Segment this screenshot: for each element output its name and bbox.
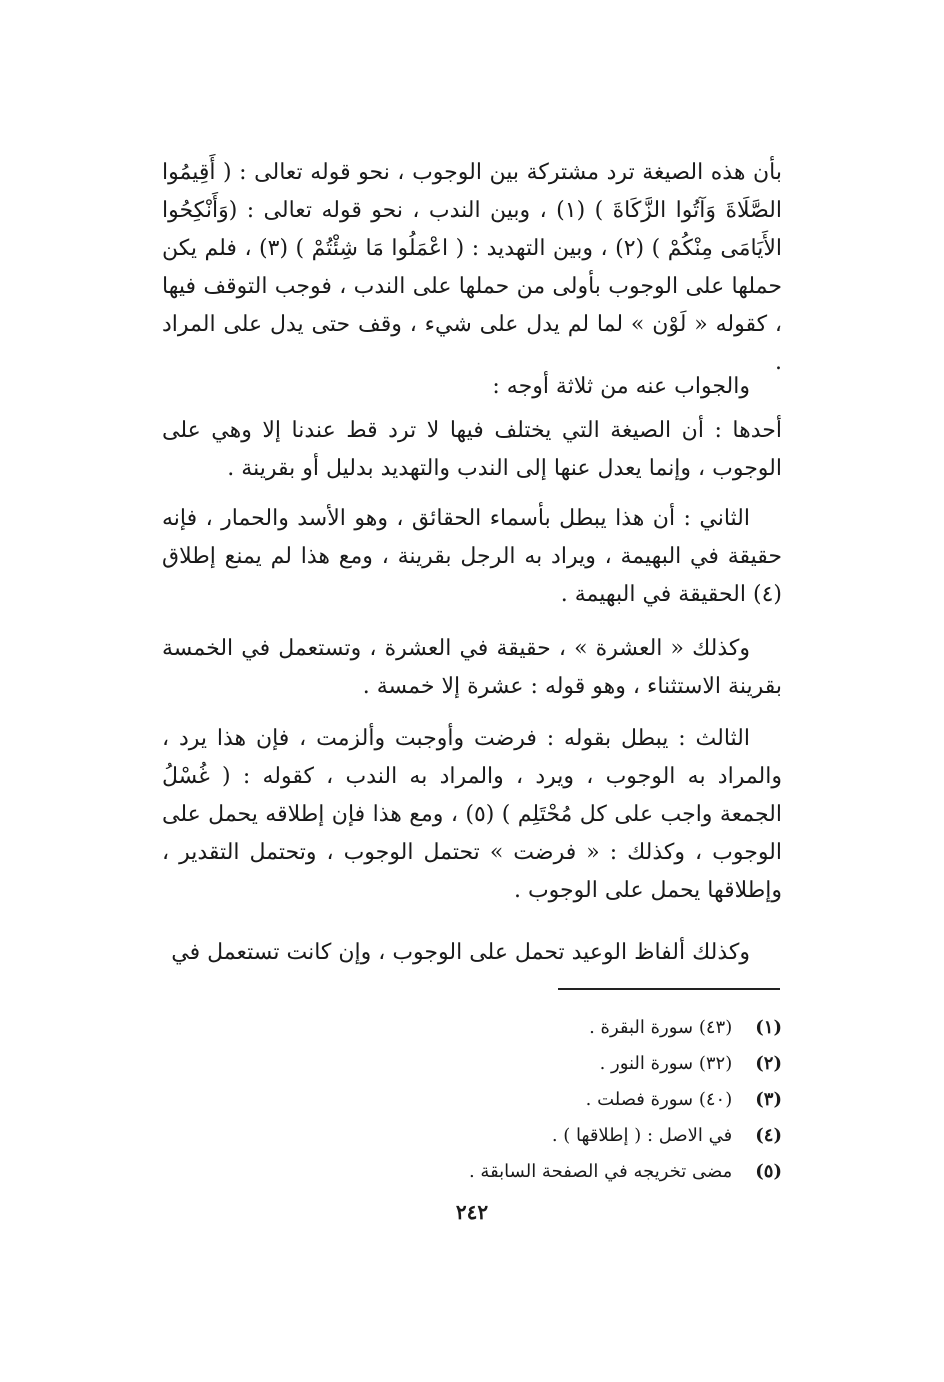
page-number: ٢٤٢ xyxy=(455,1200,489,1224)
footnotes xyxy=(420,1010,782,1190)
paragraph-third-point: الثالث : يبطل بقوله : فرضت وأوجبت وألزمت ، فإن هذا يرد ، والمراد به الوجوب ، ويرد ، والمراد به الندب ، كقوله : ( غُسْلُ الجمعة واجب على كل مُحْتَلِم ) (٥) ، ومع هذا فإن إطلاقه يحمل على الوجوب ، وكذلك : « فرضت » تحتمل الوجوب ، وتحتمل التقدير ، وإطلاقها يحمل على الوجوب . xyxy=(162,726,782,903)
footnote-item xyxy=(420,1154,782,1190)
footnote-item xyxy=(420,1010,782,1046)
footnote-number: (٤) xyxy=(755,1125,782,1146)
paragraph-ten-example: وكذلك « العشرة » ، حقيقة في العشرة ، وتستعمل في الخمسة بقرينة الاستثناء ، وهو قوله : عشرة إلا خمسة . xyxy=(162,636,782,699)
paragraph-answer-intro: والجواب عنه من ثلاثة أوجه : xyxy=(492,374,750,399)
footnote-number: (٥) xyxy=(755,1161,782,1182)
paragraph-opening: بأن هذه الصيغة ترد مشتركة بين الوجوب ، نحو قوله تعالى : ( أَقِيمُوا الصَّلَاةَ وَآتُوا الزَّكَاةَ ) (١) ، وبين الندب ، نحو قوله تعالى : (وَأَنْكِحُوا الأَيَامَى مِنْكُمْ ) (٢) ، وبين التهديد : ( اعْمَلُوا مَا شِئْتُمْ ) (٣) ، فلم يكن حملها على الوجوب بأولى من حملها على الندب ، فوجب التوقف فيها ، كقوله « لَوْن » لما لم يدل على شيء ، وقف حتى يدل على المراد . xyxy=(162,160,783,375)
footnote-text: مضى تخريجه في الصفحة السابقة . xyxy=(468,1161,733,1182)
footnote-number: (٣) xyxy=(755,1089,782,1110)
footnote-number: (٢) xyxy=(755,1053,782,1074)
paragraph-first-point: أحدها : أن الصيغة التي يختلف فيها لا ترد قط عندنا إلا وهي على الوجوب ، وإنما يعدل عنها إلى الندب والتهديد بدليل أو بقرينة . xyxy=(162,418,782,481)
paragraph-second-point: الثاني : أن هذا يبطل بأسماء الحقائق ، وهو الأسد والحمار ، فإنه حقيقة في البهيمة ، ويراد به الرجل بقرينة ، ومع هذا لم يمنع إطلاق (٤) الحقيقة في البهيمة . xyxy=(162,506,782,607)
footnote-text: في الاصل : ( إطلاقها ) . xyxy=(551,1125,733,1146)
footnote-number: (١) xyxy=(755,1017,782,1038)
footnote-text: (٤٠) سورة فصلت . xyxy=(585,1089,733,1110)
footnote-separator xyxy=(558,988,780,990)
footnote-text: (٤٣) سورة البقرة . xyxy=(589,1017,733,1038)
paragraph-threat-words: وكذلك ألفاظ الوعيد تحمل على الوجوب ، وإن كانت تستعمل في xyxy=(171,940,750,965)
footnote-item xyxy=(420,1046,782,1082)
footnote-item xyxy=(420,1118,782,1154)
footnote-item xyxy=(420,1082,782,1118)
footnote-text: (٣٢) سورة النور . xyxy=(599,1053,733,1074)
